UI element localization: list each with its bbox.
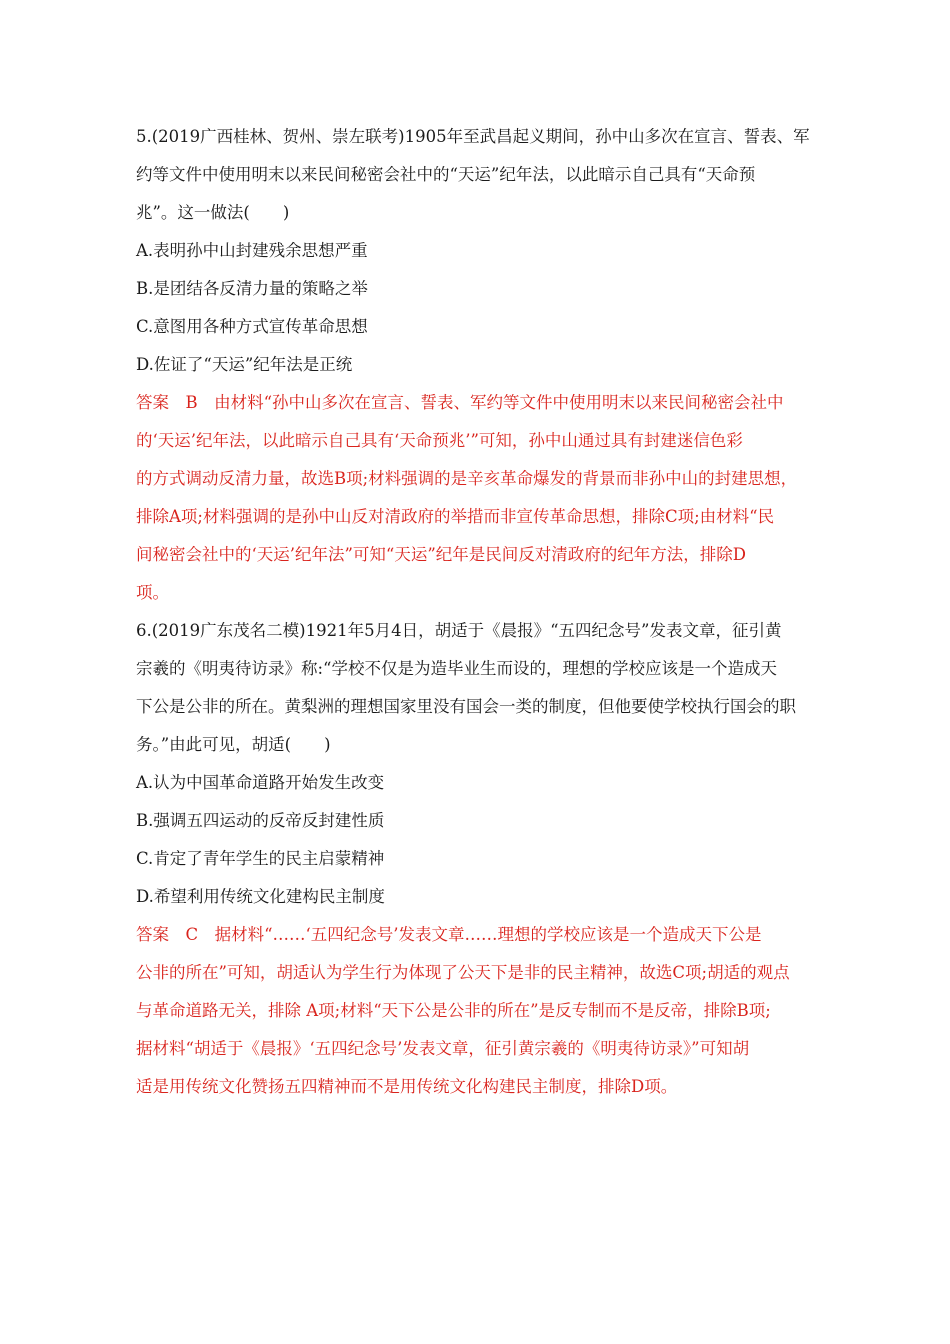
question-6-option-a: A.认为中国革命道路开始发生改变 [136,773,385,792]
question-5-answer-line-3: 的方式调动反清力量，故选B项;材料强调的是辛亥革命爆发的背景而非孙中山的封建思想， [136,469,798,488]
question-5-stem-line-1: 5.(2019广西桂林、贺州、崇左联考)1905年至武昌起义期间，孙中山多次在宣言、誓表、军 [136,127,810,146]
question-5 [136,118,816,232]
question-6-option-c: C.肯定了青年学生的民主启蒙精神 [136,849,385,868]
question-6-answer-line-2: 公非的所在”可知，胡适认为学生行为体现了公天下是非的民主精神，故选C项;胡适的观点 [136,963,790,982]
question-5-answer-line-1: 答案 B 由材料“孙中山多次在宣言、誓表、军约等文件中使用明末以来民间秘密会社中 [136,393,784,412]
question-5-stem-line-3: 兆”。这一做法( ) [136,203,290,222]
question-6-answer-line-5: 适是用传统文化赞扬五四精神而不是用传统文化构建民主制度，排除D项。 [136,1077,678,1096]
question-5-answer-line-2: 的‘天运’纪年法，以此暗示自己具有‘天命预兆’”可知，孙中山通过具有封建迷信色彩 [136,431,743,450]
question-6-option-d: D.希望利用传统文化建构民主制度 [136,887,385,906]
question-5-option-a: A.表明孙中山封建残余思想严重 [136,241,368,260]
question-6-stem-line-3: 下公是公非的所在。黄梨洲的理想国家里没有国会一类的制度，但他要使学校执行国会的职 [136,697,796,716]
question-5-options [136,232,816,384]
question-5-answer [136,384,816,612]
question-6 [136,612,816,764]
question-6-stem-line-4: 务。”由此可见，胡适( ) [136,735,331,754]
question-6-stem-line-1: 6.(2019广东茂名二模)1921年5月4日，胡适于《晨报》“五四纪念号”发表文章，征引黄 [136,621,782,640]
question-5-option-c: C.意图用各种方式宣传革命思想 [136,317,368,336]
question-5-answer-line-4: 排除A项;材料强调的是孙中山反对清政府的举措而非宣传革命思想，排除C项;由材料“民 [136,507,775,526]
question-5-option-d: D.佐证了“天运”纪年法是正统 [136,355,353,374]
question-6-answer-line-1: 答案 C 据材料“……‘五四纪念号’发表文章……理想的学校应该是一个造成天下公是 [136,925,762,944]
question-5-answer-line-6: 项。 [136,583,169,602]
question-6-option-b: B.强调五四运动的反帝反封建性质 [136,811,385,830]
question-6-answer-line-3: 与革命道路无关，排除 A项;材料“天下公是公非的所在”是反专制而不是反帝，排除B项; [136,1001,771,1020]
question-6-answer-line-4: 据材料“胡适于《晨报》‘五四纪念号’发表文章，征引黄宗羲的《明夷待访录》”可知胡 [136,1039,750,1058]
question-6-stem-line-2: 宗羲的《明夷待访录》称:“学校不仅是为造毕业生而设的，理想的学校应该是一个造成天 [136,659,777,678]
question-5-option-b: B.是团结各反清力量的策略之举 [136,279,368,298]
question-6-options [136,764,816,916]
question-6-answer [136,916,816,1106]
question-5-stem-line-2: 约等文件中使用明末以来民间秘密会社中的“天运”纪年法，以此暗示自己具有“天命预 [136,165,756,184]
document-page [136,118,816,1106]
question-5-answer-line-5: 间秘密会社中的‘天运’纪年法”可知“天运”纪年是民间反对清政府的纪年方法，排除D [136,545,747,564]
